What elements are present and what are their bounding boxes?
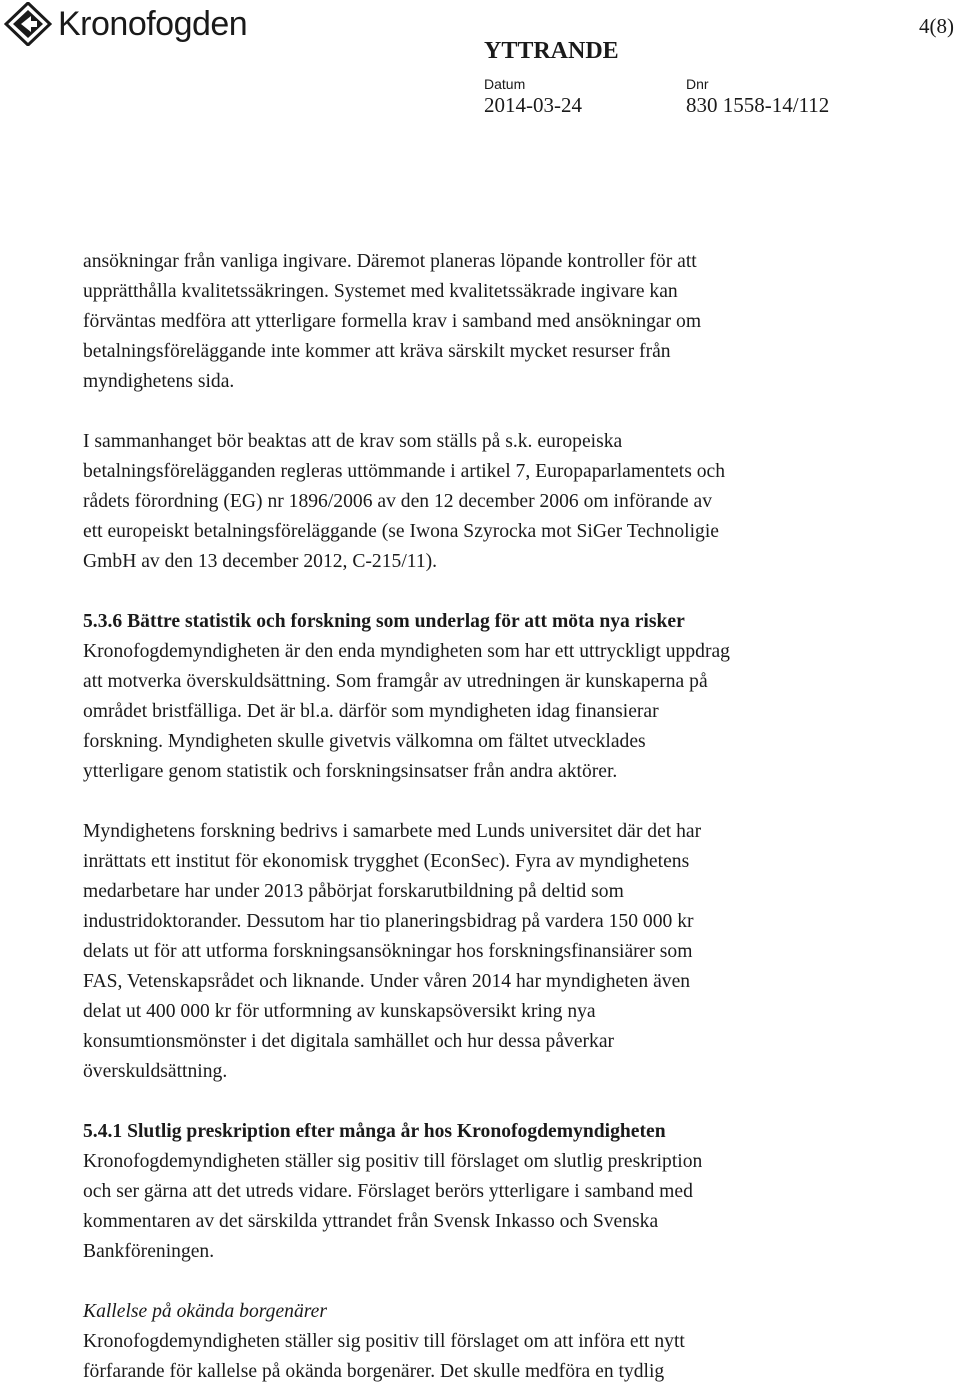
date-label: Datum [484,76,526,92]
document-body [83,247,883,1387]
document-type: YTTRANDE [484,38,619,64]
text-line: rådets förordning (EG) nr 1896/2006 av den 12 december 2006 om införande av [83,491,712,512]
text-line: Kronofogdemyndigheten ställer sig positiv till förslaget om att införa ett nytt [83,1331,685,1352]
text-line: betalningsförelägganden regleras uttömmande i artikel 7, Europaparlamentets och [83,461,726,482]
dnr-label: Dnr [686,76,709,92]
text-line: inrättats ett institut för ekonomisk trygghet (EconSec). Fyra av myndighetens [83,851,690,872]
section-heading-5-4-1: 5.4.1 Slutlig preskription efter många år hos Kronofogdemyndigheten [83,1121,666,1142]
section-heading-5-3-6: 5.3.6 Bättre statistik och forskning som underlag för att möta nya risker [83,611,685,632]
text-line: delat ut 400 000 kr för utformning av kunskapsöversikt kring nya [83,1001,596,1022]
text-line: forskning. Myndigheten skulle givetvis välkomna om fältet utvecklades [83,731,646,752]
subheading-kallelse: Kallelse på okända borgenärer [83,1301,327,1322]
page-number: 4(8) [919,14,954,38]
text-line: GmbH av den 13 december 2012, C-215/11). [83,551,438,572]
text-line: medarbetare har under 2013 påbörjat forskarutbildning på deltid som [83,881,624,902]
text-line: området bristfälliga. Det är bl.a. därför som myndigheten idag finansierar [83,701,659,722]
paragraph-ansokningar [83,247,883,397]
text-line: konsumtionsmönster i det digitala samhället och hur dessa påverkar [83,1031,615,1052]
text-line: ytterligare genom statistik och forskningsinsatser från andra aktörer. [83,761,618,782]
text-line: ansökningar från vanliga ingivare. Däremot planeras löpande kontroller för att [83,251,697,272]
text-line: kommentaren av det särskilda yttrandet från Svensk Inkasso och Svenska [83,1211,659,1232]
kronofogden-logo [4,2,247,46]
paragraph-kallelse [83,1327,883,1387]
text-line: ett europeiskt betalningsföreläggande (se Iwona Szyrocka mot SiGer Technoligie [83,521,719,542]
logo-text: Kronofogden [58,5,248,43]
text-line: förfarande för kallelse på okända borgenärer. Det skulle medföra en tydlig [83,1361,665,1382]
dnr-value: 830 1558-14/112 [686,93,830,117]
paragraph-sammanhanget [83,427,883,577]
date-value: 2014-03-24 [484,93,582,117]
text-line: förväntas medföra att ytterligare formella krav i samband med ansökningar om [83,311,702,332]
text-line: Kronofogdemyndigheten är den enda myndigheten som har ett uttryckligt uppdrag [83,641,730,662]
kronofogden-logo-icon [4,2,52,46]
text-line: Kronofogdemyndigheten ställer sig positiv till förslaget om slutlig preskription [83,1151,703,1172]
text-line: och ser gärna att det utreds vidare. Förslaget berörs ytterligare i samband med [83,1181,693,1202]
paragraph-forskning [83,817,883,1087]
paragraph-kunskaper [83,637,883,787]
text-line: överskuldsättning. [83,1061,228,1082]
text-line: FAS, Vetenskapsrådet och liknande. Under våren 2014 har myndigheten även [83,971,691,992]
text-line: Bankföreningen. [83,1241,215,1262]
text-line: upprätthålla kvalitetssäkringen. Systemet med kvalitetssäkrade ingivare kan [83,281,678,302]
text-line: Myndighetens forskning bedrivs i samarbete med Lunds universitet där det har [83,821,702,842]
paragraph-preskription [83,1147,883,1267]
text-line: I sammanhanget bör beaktas att de krav som ställs på s.k. europeiska [83,431,623,452]
text-line: industridoktorander. Dessutom har tio planeringsbidrag på vardera 150 000 kr [83,911,694,932]
text-line: delats ut för att utforma forskningsansökningar hos forskningsfinansiärer som [83,941,693,962]
text-line: att motverka överskuldsättning. Som framgår av utredningen är kunskaperna på [83,671,708,692]
text-line: myndighetens sida. [83,371,235,392]
text-line: betalningsföreläggande inte kommer att kräva särskilt mycket resurser från [83,341,671,362]
